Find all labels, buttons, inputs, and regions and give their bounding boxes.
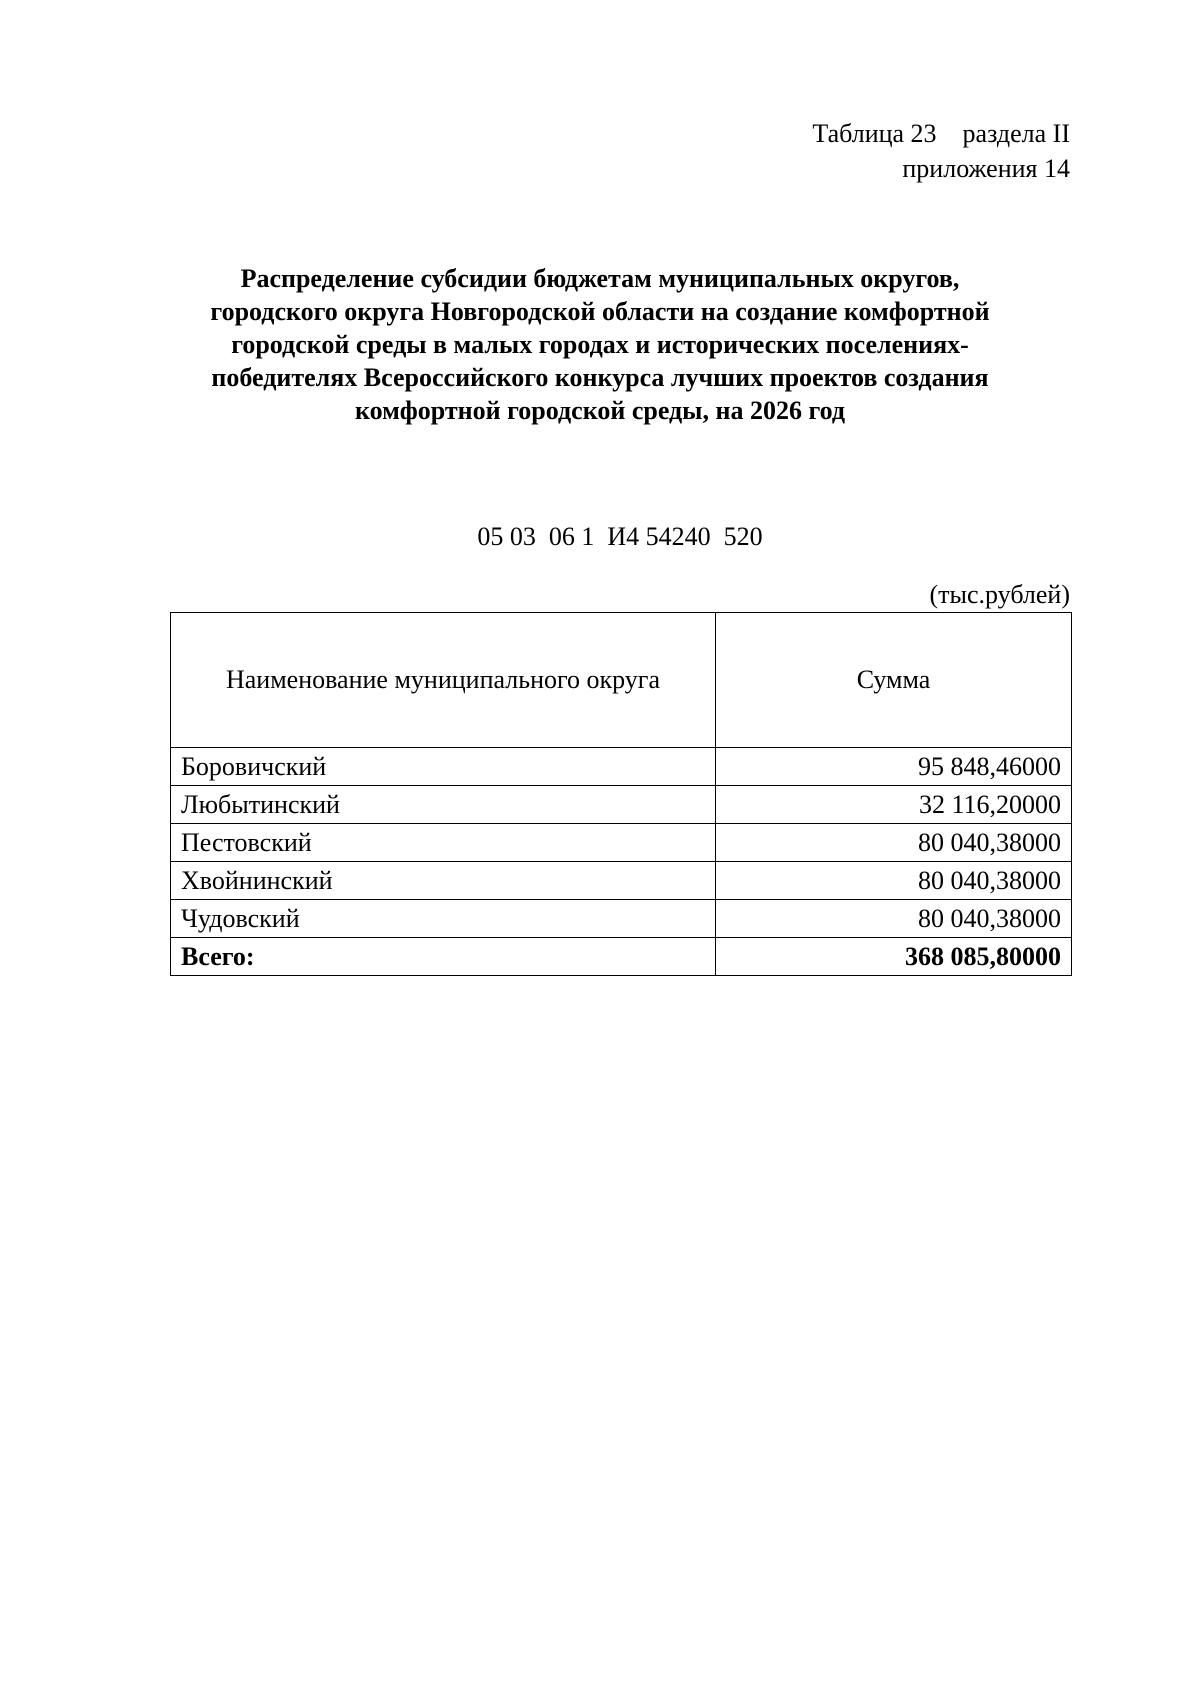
district-sum: 32 116,20000 [716,786,1072,824]
column-header-sum: Сумма [716,613,1072,748]
table-reference: Таблица 23 раздела II [812,119,1070,148]
table-row [171,748,1072,786]
district-name: Хвойнинский [171,862,716,900]
budget-classification-code: 05 03 06 1 И4 54240 520 [477,522,763,551]
appendix-number: приложения 14 [902,154,1070,183]
district-sum: 80 040,38000 [716,862,1072,900]
district-name: Боровичский [171,748,716,786]
table-row [171,900,1072,938]
table-row [171,862,1072,900]
table-header-row [171,613,1072,748]
title-line: комфортной городской среды, на 2026 год [354,396,846,425]
table-total-row [171,938,1072,976]
appendix-reference [812,116,1070,186]
table-row [171,786,1072,824]
column-header-name: Наименование муниципального округа [171,613,716,748]
total-label: Всего: [171,938,716,976]
district-sum: 95 848,46000 [716,748,1072,786]
document-title [170,262,1030,427]
distribution-table [170,612,1072,976]
title-line: Распределение субсидии бюджетам муниципальных округов, [240,264,960,293]
table-row [171,824,1072,862]
total-sum: 368 085,80000 [716,938,1072,976]
district-name: Любытинский [171,786,716,824]
district-name: Чудовский [171,900,716,938]
title-line: городской среды в малых городах и исторических поселениях- [231,330,969,359]
district-sum: 80 040,38000 [716,824,1072,862]
title-line: победителях Всероссийского конкурса лучших проектов создания [211,363,989,392]
unit-label: (тыс.рублей) [929,580,1070,609]
district-name: Пестовский [171,824,716,862]
title-line: городского округа Новгородской области на создание комфортной [210,297,990,326]
district-sum: 80 040,38000 [716,900,1072,938]
